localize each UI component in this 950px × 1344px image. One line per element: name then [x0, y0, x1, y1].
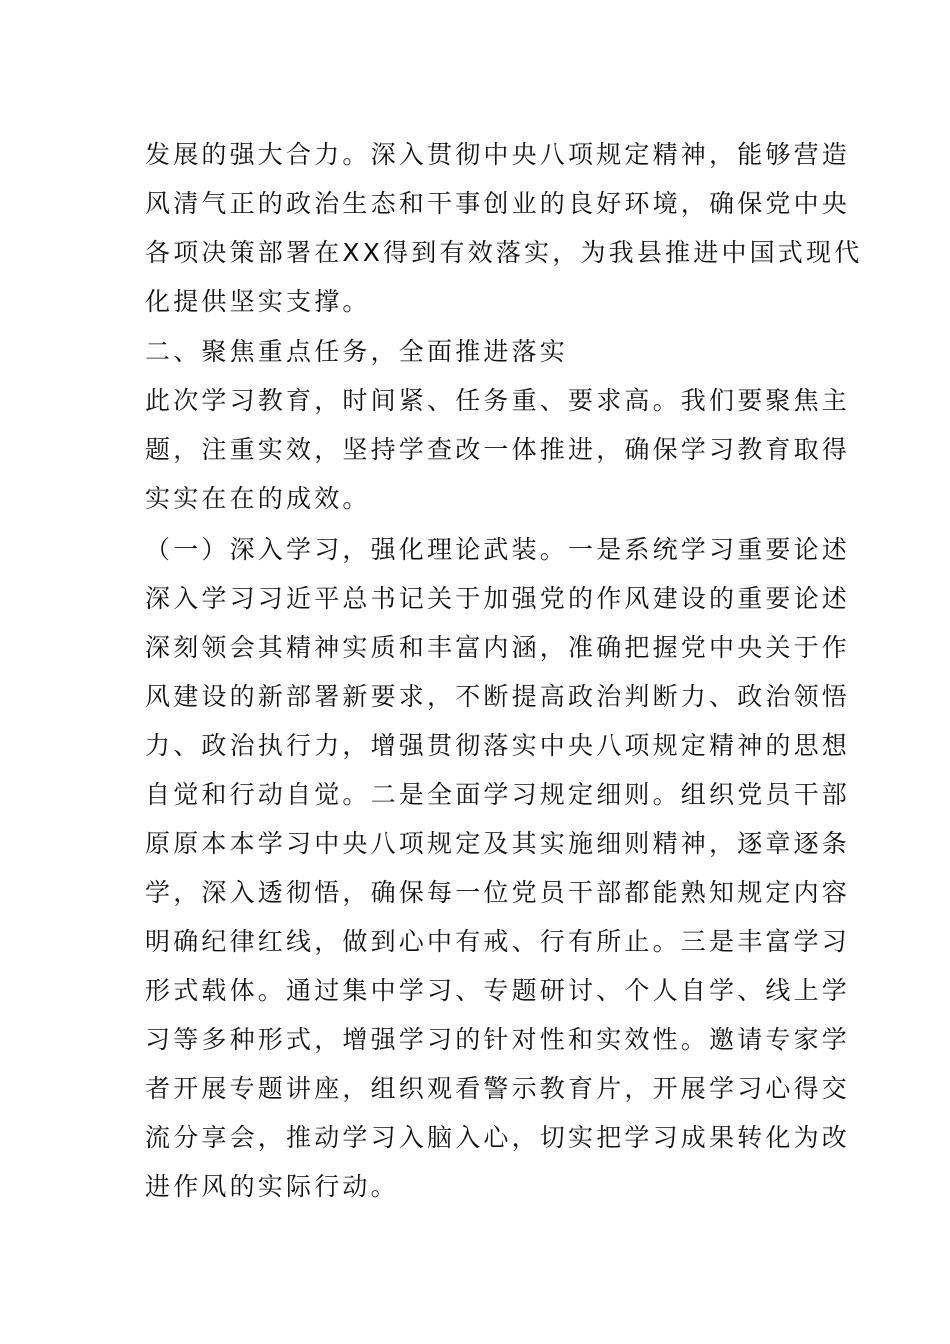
text-line: 发展的强大合力。深入贯彻中央八项规定精神，能够营造	[145, 140, 851, 169]
paragraph-intro-continuation	[145, 130, 863, 326]
text-line: 明确纪律红线，做到心中有戒、行有所止。三是丰富学习	[145, 927, 851, 956]
text-line: 深入学习习近平总书记关于加强党的作风建设的重要论述	[145, 584, 851, 613]
text-line: 风清气正的政治生态和干事创业的良好环境，确保党中央	[145, 189, 851, 218]
text-line: 此次学习教育，时间紧、任务重、要求高。我们要聚焦主	[145, 386, 851, 415]
text-line: 风建设的新部署新要求，不断提高政治判断力、政治领悟	[145, 682, 851, 711]
text-line: 实实在在的成效。	[145, 484, 371, 513]
text-line: 形式载体。通过集中学习、专题研讨、个人自学、线上学	[145, 976, 851, 1005]
paragraph-study-section	[145, 525, 851, 1211]
text-line: 习等多种形式，增强学习的针对性和实效性。邀请专家学	[145, 1025, 851, 1054]
text-line: 者开展专题讲座，组织观看警示教育片，开展学习心得交	[145, 1074, 851, 1103]
text-line: 化提供坚实支撑。	[145, 287, 371, 316]
text-line: （一）深入学习，强化理论武装。一是系统学习重要论述	[145, 535, 851, 564]
text-line: 进作风的实际行动。	[145, 1172, 399, 1201]
section-heading	[145, 327, 810, 376]
text-line: 力、政治执行力，增强贯彻落实中央八项规定精神的思想	[145, 731, 851, 760]
paragraph-section-intro	[145, 376, 851, 523]
text-line: 流分享会，推动学习入脑入心，切实把学习成果转化为改	[145, 1123, 851, 1152]
text-line: 题，注重实效，坚持学查改一体推进，确保学习教育取得	[145, 435, 851, 464]
text-line: 原原本本学习中央八项规定及其实施细则精神，逐章逐条	[145, 829, 851, 858]
text-line: 自觉和行动自觉。二是全面学习规定细则。组织党员干部	[145, 780, 851, 809]
heading-text: 二、聚焦重点任务，全面推进落实	[145, 337, 569, 366]
text-line: 各项决策部署在XX得到有效落实，为我县推进中国式现代	[145, 238, 863, 267]
text-line: 学，深入透彻悟，确保每一位党员干部都能熟知规定内容	[145, 878, 851, 907]
text-line: 深刻领会其精神实质和丰富内涵，准确把握党中央关于作	[145, 633, 851, 662]
